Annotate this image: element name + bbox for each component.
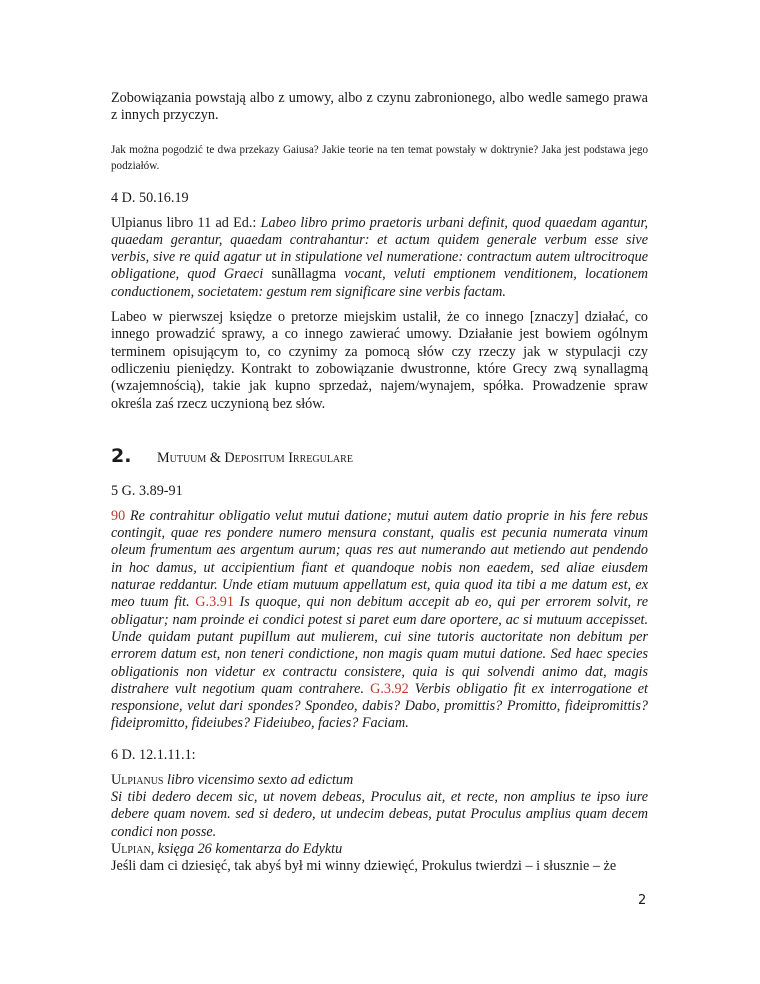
source-polish: księga 26 komentarza do Edyktu (154, 840, 343, 857)
document-page (111, 90, 648, 876)
latin-text-4 (111, 215, 648, 301)
ulpian-latin-text: Si tibi dedero decem sic, ut novem debeas, Proculus ait, et recte, non amplius te ipso iure debere quam novem. sed si dedero, ut undecim debeas, putat Proculus amplius quam decem condici non posse. (111, 789, 648, 840)
page-number: 2 (638, 893, 647, 908)
section-heading (111, 445, 648, 467)
paragraph-marker-91: G.3.91 (195, 594, 234, 611)
ulpian-latin-attribution (111, 772, 648, 789)
ulpian-polish-text: Jeśli dam ci dziesięć, tak abyś był mi winny dziewięć, Prokulus twierdzi – i słusznie – że (111, 858, 617, 875)
section-title: Mutuum & Depositum Irregulare (157, 449, 353, 466)
polish-translation-4: Labeo w pierwszej księdze o pretorze miejskim ustalił, że co innego [znaczy] działać, co innego prowadzić sprawy, a co innego zawierać umowy. Działanie jest bowiem ogólnym terminem opisującym to, co czynimy za pomocą słów czy rzeczy jak w stypulacji czy odliczeniu pieniędzy. Kontrakt to zobowiązanie dwustronne, które Grecy zwą synallagmą (wzajemnością), takie jak kupno sprzedaż, najem/wynajem, spółka. Prowadzenie spraw określa zaś rzecz uczynioną bez słów. (111, 309, 648, 412)
paragraph-marker-90: 90 (111, 507, 126, 524)
ulpian-polish-attribution (111, 841, 648, 858)
intro-paragraph: Zobowiązania powstają albo z umowy, albo z czynu zabronionego, albo wedle samego prawa z innych przyczyn. (111, 90, 648, 124)
greek-term: sunãllagma (271, 266, 337, 283)
study-question: Jak można pogodzić te dwa przekazy Gaiusa? Jakie teorie na ten temat powstały w doktrynie? Jaka jest podstawa jego podziałów. (111, 143, 648, 172)
source-ref-5: 5 G. 3.89-91 (111, 482, 183, 499)
latin-author: Ulpianus libro 11 ad Ed.: (111, 214, 257, 231)
paragraph-marker-92: G.3.92 (370, 680, 409, 697)
latin-quote-part1: Labeo libro primo praetoris urbani definit, quod quaedam agantur, quaedam gerantur, quaedam contrahantur: et actum quidem generale verbum esse sive verbis, sive re quid agatur ut in stipulatione vel numeratione: contractum autem ultrocitroque obligatione, quod Graeci (111, 214, 649, 283)
source-ref-6: 6 D. 12.1.11.1: (111, 746, 196, 763)
source-ref-4: 4 D. 50.16.19 (111, 189, 189, 206)
gaius-text-92: Verbis obligatio fit ex interrogatione et responsione, velut dari spondes? Spondeo, dabis? Dabo, promittis? Promitto, fideipromittis? fideipromitto, fideiubes? Fideiubeo, facies? Faciam. (111, 680, 648, 732)
gaius-text (111, 508, 648, 733)
gaius-text-91: Is quoque, qui non debitum accepit ab eo, qui per errorem solvit, re obligatur; nam proinde ei condici potest si paret eum dare oportere, ac si mutuum accepisset. Unde quidam putant pupillum aut mulierem, cui sine tutoris auctoritate non debitum per errorem datum est, non teneri condictione, non magis quam mutui datione. Sed haec species obligationis non videtur ex contractu consistere, quia is qui solvendi animo dat, magis distrahere vult negotium quam contrahere. (111, 594, 648, 697)
latin-quote-part2: vocant, veluti emptionem venditionem, locationem conductionem, societatem: gestum rem significare sine verbis factam. (111, 266, 648, 300)
gaius-text-90: Re contrahitur obligatio velut mutui datione; mutui autem datio proprie in his fere rebus contingit, quae res pondere numero mensura constant, qualis est pecunia numerata vinum oleum frumentum aes argentum aurum; quas res aut numerando aut metiendo aut pendendo in hoc damus, ut accipientium fiant et quandoque nobis non eaedem, sed aliae eiusdem naturae reddantur. Unde etiam mutuum appellatum est, quia quod ita tibi a me datum est, ex meo tuum fit. (111, 507, 648, 611)
author-polish: Ulpian, (111, 840, 155, 857)
source-latin: libro vicensimo sexto ad edictum (163, 771, 354, 788)
section-number: 2. (111, 444, 132, 467)
author-latin: Ulpianus (111, 771, 164, 788)
